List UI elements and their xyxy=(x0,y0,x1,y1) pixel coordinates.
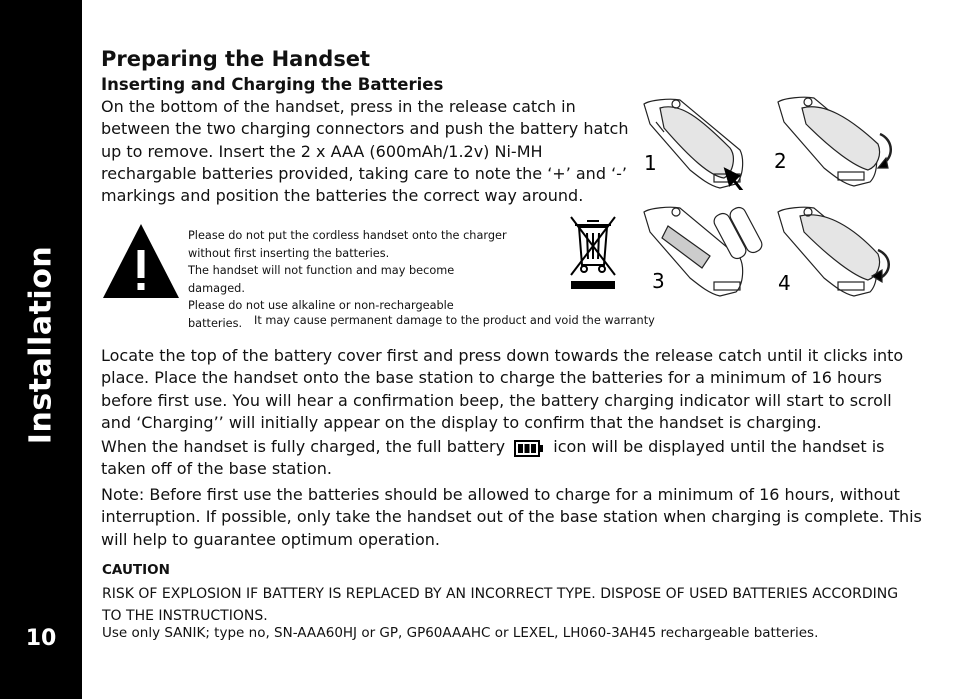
approved-batteries-note: Use only SANIK; type no, SN-AAA60HJ or GP, GP60AAAHC or LEXEL, LH060-3AH45 rechargeable batteries. xyxy=(102,625,819,641)
figure-step-3 xyxy=(640,196,770,298)
warning-line-1: Please do not put the cordless handset onto the charger without first inserting the batteries. xyxy=(188,229,507,260)
caution-heading: CAUTION xyxy=(102,562,170,578)
step-number-4: 4 xyxy=(778,271,791,295)
crossed-out-wheelie-bin-icon xyxy=(567,213,619,293)
figure-step-4 xyxy=(770,206,910,302)
step-number-3: 3 xyxy=(652,269,665,293)
figure-step-2 xyxy=(768,96,908,191)
caution-text: RISK OF EXPLOSION IF BATTERY IS REPLACED BY AN INCORRECT TYPE. DISPOSE OF USED BATTERIES ACCORDING TO THE INSTRUCTIONS. xyxy=(102,586,899,624)
step-number-1: 1 xyxy=(644,151,657,175)
full-charge-text-before: When the handset is fully charged, the full battery xyxy=(101,437,506,456)
warning-line-2: The handset will not function and may become damaged. xyxy=(188,264,455,295)
step-number-2: 2 xyxy=(774,149,787,173)
paragraph-note: Note: Before first use the batteries should be allowed to charge for a minimum of 16 hours, without interruption. If possible, only take the handset out of the base station when charging is complete. This will help to guarantee optimum operation. xyxy=(101,485,922,549)
sidebar xyxy=(0,0,82,699)
full-battery-icon xyxy=(514,438,544,458)
full-charge-text-after: icon will be displayed until the handset is taken off of the base station. xyxy=(101,437,885,479)
page-title: Preparing the Handset xyxy=(101,47,371,71)
paragraph-locate: Locate the top of the battery cover first and press down towards the release catch until it clicks into place. Place the handset onto the base station to charge the batteries for a minimum of 16 hours before first use. You will hear a confirmation beep, the battery charging indicator will start to scroll and ‘Charging’’ will initially appear on the display to confirm that the handset is charging. xyxy=(101,346,904,432)
intro-paragraph: On the bottom of the handset, press in the release catch in between the two charging connectors and push the battery hatch up to remove. Insert the 2 x AAA (600mAh/1.2v) Ni-MH rechargable batteries provided, taking care to note the ‘+’ and ‘-’ markings and position the batteries the correct way around. xyxy=(101,97,629,206)
warning-line-4: It may cause permanent damage to the product and void the warranty xyxy=(254,314,655,327)
warning-triangle-icon xyxy=(103,224,179,298)
warning-line-3: Please do not use alkaline or non-rechargeable batteries. xyxy=(188,299,454,330)
paragraph-full-charge xyxy=(101,436,926,481)
section-subtitle: Inserting and Charging the Batteries xyxy=(101,75,444,94)
section-title: Installation xyxy=(23,245,59,445)
figure-step-1 xyxy=(640,98,750,190)
page-number: 10 xyxy=(25,626,57,651)
